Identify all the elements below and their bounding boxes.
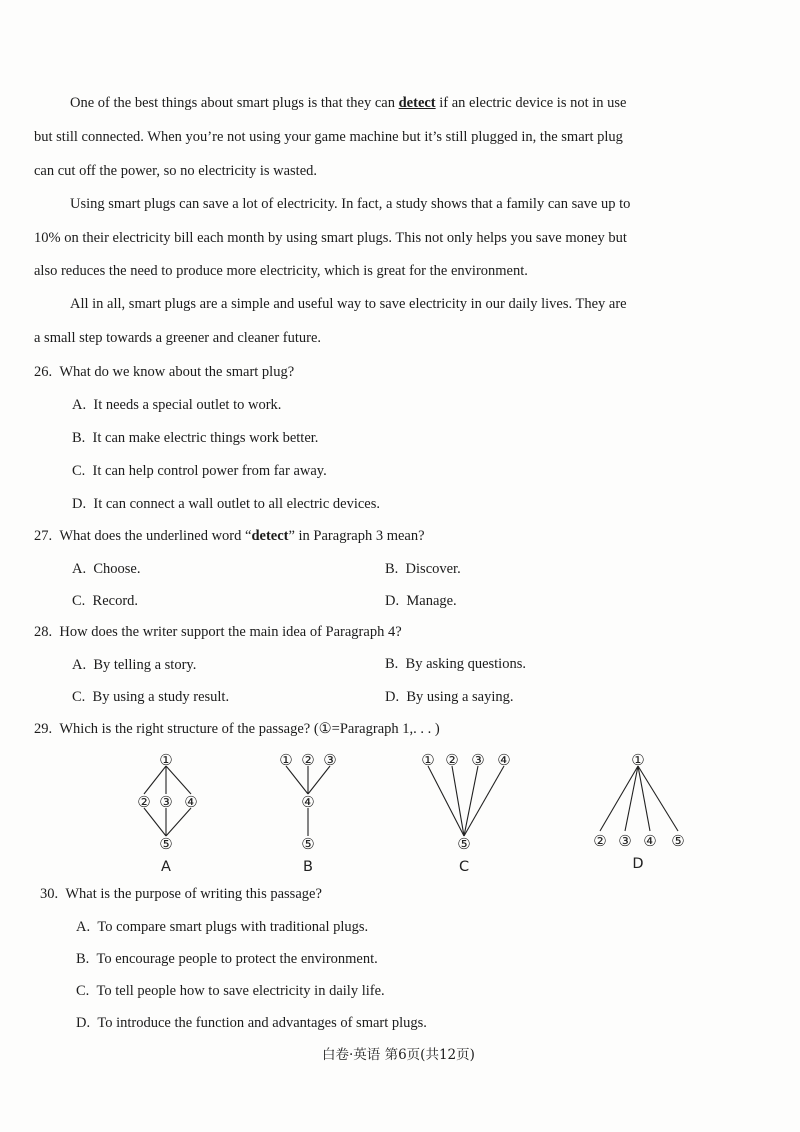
q27-option-a[interactable] xyxy=(72,560,140,578)
option-text: By telling a story. xyxy=(93,657,197,673)
option-letter: C. xyxy=(72,689,86,705)
passage-p3-line3: can cut off the power, so no electricity is wasted. xyxy=(34,163,318,179)
node-3: ③ xyxy=(323,751,337,769)
diagram-label: D xyxy=(632,856,644,872)
node-1: ① xyxy=(279,751,293,769)
question-28 xyxy=(34,623,402,641)
node-2: ② xyxy=(445,751,459,769)
option-text: To compare smart plugs with traditional plugs. xyxy=(97,919,369,935)
option-text: It can make electric things work better. xyxy=(92,430,319,446)
option-letter: B. xyxy=(76,951,90,967)
node-5: ⑤ xyxy=(159,835,173,853)
option-letter: B. xyxy=(72,430,86,446)
q27-option-d[interactable] xyxy=(385,592,457,610)
passage-p3-line1 xyxy=(70,94,626,112)
option-text: To encourage people to protect the environment. xyxy=(96,951,378,967)
option-text: By using a saying. xyxy=(406,689,514,705)
question-keyword: detect xyxy=(251,528,289,544)
question-text: Which is the right structure of the passage? (①=Paragraph 1,. . . ) xyxy=(59,721,440,737)
node-4: ④ xyxy=(497,751,511,769)
option-text: By using a study result. xyxy=(92,689,230,705)
option-text: Choose. xyxy=(93,561,141,577)
question-30 xyxy=(40,885,322,903)
q26-option-a[interactable] xyxy=(72,396,281,414)
question-number: 28. xyxy=(34,624,53,640)
page-footer: 白卷·英语 第6页(共12页) xyxy=(322,1047,475,1063)
node-1: ① xyxy=(631,751,645,769)
passage-p5-line2: a small step towards a greener and cleaner future. xyxy=(34,330,322,346)
option-text: To tell people how to save electricity in daily life. xyxy=(96,983,385,999)
q26-option-d[interactable] xyxy=(72,495,380,513)
q30-option-c[interactable] xyxy=(76,982,385,1000)
question-number: 27. xyxy=(34,528,53,544)
text-span: if an electric device is not in use xyxy=(435,95,627,111)
option-letter: D. xyxy=(72,496,87,512)
question-number: 26. xyxy=(34,364,53,380)
q26-option-c[interactable] xyxy=(72,462,327,480)
node-3: ③ xyxy=(159,793,173,811)
passage-p4-line3: also reduces the need to produce more electricity, which is great for the environment. xyxy=(34,263,528,279)
node-5: ⑤ xyxy=(671,832,685,850)
option-letter: A. xyxy=(72,397,87,413)
question-number: 30. xyxy=(40,886,59,902)
structure-diagram-d[interactable] xyxy=(584,746,700,883)
node-5: ⑤ xyxy=(301,835,315,853)
node-4: ④ xyxy=(643,832,657,850)
option-letter: C. xyxy=(72,463,86,479)
node-1: ① xyxy=(421,751,435,769)
option-letter: D. xyxy=(385,689,400,705)
option-letter: A. xyxy=(72,657,87,673)
option-letter: D. xyxy=(76,1015,91,1031)
option-text: To introduce the function and advantages of smart plugs. xyxy=(97,1015,427,1031)
node-5: ⑤ xyxy=(457,835,471,853)
question-text: What does the underlined word “ xyxy=(59,528,252,544)
node-1: ① xyxy=(159,751,173,769)
question-text: What is the purpose of writing this passage? xyxy=(65,886,322,902)
option-letter: B. xyxy=(385,656,399,672)
node-3: ③ xyxy=(471,751,485,769)
q28-option-d[interactable] xyxy=(385,688,514,706)
diagram-label: C xyxy=(458,859,470,875)
passage-p4-line1: Using smart plugs can save a lot of electricity. In fact, a study shows that a family can save up to xyxy=(70,196,631,212)
structure-diagram-a[interactable] xyxy=(120,746,210,883)
option-text: By asking questions. xyxy=(405,656,526,672)
q28-option-a[interactable] xyxy=(72,656,196,674)
passage-p3-line2: but still connected. When you’re not using your game machine but it’s still plugged in, the smart plug xyxy=(34,129,623,145)
q27-option-c[interactable] xyxy=(72,592,138,610)
q30-option-a[interactable] xyxy=(76,918,368,936)
option-letter: D. xyxy=(385,593,400,609)
question-26 xyxy=(34,363,294,381)
option-text: It can help control power from far away. xyxy=(92,463,327,479)
node-4: ④ xyxy=(301,793,315,811)
structure-diagram-c[interactable] xyxy=(412,746,522,883)
option-text: Discover. xyxy=(405,561,461,577)
question-text: What do we know about the smart plug? xyxy=(59,364,295,380)
diagram-label: A xyxy=(161,859,171,875)
option-letter: C. xyxy=(76,983,90,999)
q30-option-b[interactable] xyxy=(76,950,378,968)
node-3: ③ xyxy=(618,832,632,850)
question-27 xyxy=(34,527,425,545)
node-4: ④ xyxy=(184,793,198,811)
passage-p5-line1: All in all, smart plugs are a simple and useful way to save electricity in our daily lives. They are xyxy=(70,296,627,312)
question-text: How does the writer support the main idea of Paragraph 4? xyxy=(59,624,402,640)
option-letter: A. xyxy=(72,561,87,577)
option-text: It needs a special outlet to work. xyxy=(93,397,282,413)
option-text: Manage. xyxy=(406,593,457,609)
structure-diagram-b[interactable] xyxy=(264,746,354,883)
q28-option-b[interactable] xyxy=(385,655,526,673)
node-2: ② xyxy=(137,793,151,811)
option-letter: C. xyxy=(72,593,86,609)
diagram-label: B xyxy=(303,859,313,875)
q28-option-c[interactable] xyxy=(72,688,229,706)
option-letter: B. xyxy=(385,561,399,577)
question-text: ” in Paragraph 3 mean? xyxy=(288,528,425,544)
node-2: ② xyxy=(301,751,315,769)
option-text: It can connect a wall outlet to all electric devices. xyxy=(93,496,381,512)
question-number: 29. xyxy=(34,721,53,737)
node-2: ② xyxy=(593,832,607,850)
text-span: One of the best things about smart plugs is that they can xyxy=(70,95,399,111)
option-letter: A. xyxy=(76,919,91,935)
question-29 xyxy=(34,720,440,738)
q27-option-b[interactable] xyxy=(385,560,461,578)
underlined-keyword: detect xyxy=(398,95,436,111)
passage-p4-line2: 10% on their electricity bill each month by using smart plugs. This not only helps you save money but xyxy=(34,230,627,246)
option-text: Record. xyxy=(92,593,139,609)
q26-option-b[interactable] xyxy=(72,429,318,447)
q30-option-d[interactable] xyxy=(76,1014,427,1032)
